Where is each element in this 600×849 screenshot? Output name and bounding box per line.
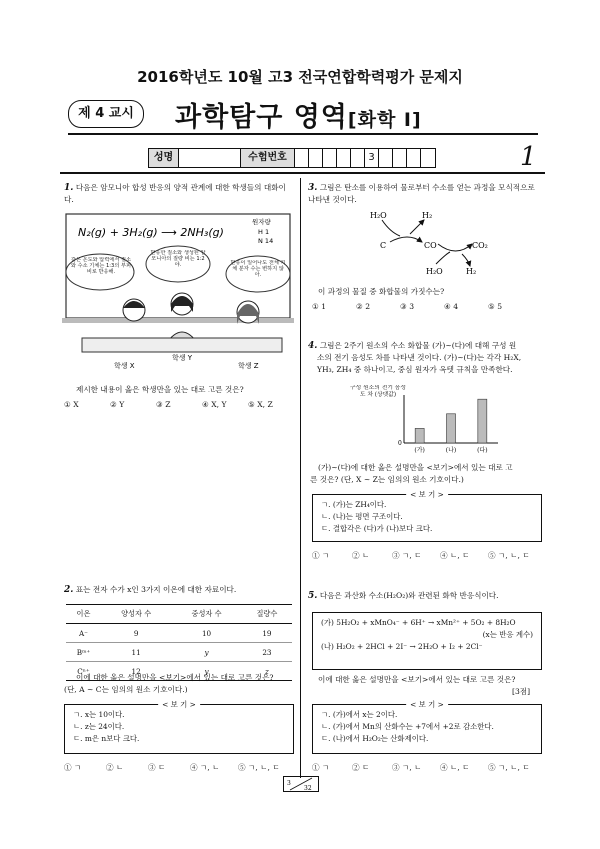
choice-5[interactable]: ⑤ ㄱ, ㄴ, ㄷ [238,763,280,772]
bogi-item: ㄷ. 결합각은 (다)가 (나)보다 크다. [321,524,433,533]
exam-number-cell[interactable] [407,149,421,167]
period-badge: 제 4 교시 [68,100,144,128]
arrow-h2o-in-2 [436,252,450,264]
q2-bogi-box [64,700,294,754]
board-note-title: 원자량 [252,218,271,226]
exam-title: 2016학년도 10월 고3 전국연합학력평가 문제지 [137,68,463,86]
x-tick-label: (다) [477,447,488,454]
exam-number-cell[interactable] [337,149,351,167]
board-note-h: H 1 [258,228,270,236]
bar-0 [415,428,424,443]
q5-number: 5. [308,591,318,601]
table-cell: Cⁿ⁺ [66,662,101,681]
bubble-z-text-box [230,260,286,290]
bubble-x-text-box [70,257,132,289]
name-bar [148,148,436,168]
choice-4[interactable]: ④ X, Y [202,400,227,409]
equation-2: (나) H₂O₂ + 2HCl + 2I⁻ → 2H₂O + I₂ + 2Cl⁻ [321,642,483,651]
table-cell: 12 [101,662,171,681]
table-row [66,643,292,662]
choice-1[interactable]: ① ㄱ [64,763,82,772]
page-footer [283,776,319,792]
bar-group [415,399,487,443]
equation-1-note: (x는 반응 계수) [482,630,533,639]
q4-bar-chart [350,385,510,457]
choice-1[interactable]: ① X [64,400,79,409]
bogi-item: ㄱ. (가)에서 x는 2이다. [321,710,398,719]
table-row [66,624,292,643]
choice-3[interactable]: ③ Z [156,400,171,409]
choice-4[interactable]: ④ ㄴ, ㄷ [440,551,470,560]
bogi-item: ㄷ. (나)에서 H₂O₂는 산화제이다. [321,734,429,743]
table-header: 양성자 수 [101,605,171,624]
q4-prompt-1: (가)~(다)에 대한 옳은 설명만을 <보기>에서 있는 대로 고 [318,463,513,472]
q2-stem [64,584,292,596]
choice-3[interactable]: ③ ㄱ, ㄴ [392,763,422,772]
q4-number: 4. [308,341,318,351]
x-tick-label: (나) [445,447,457,454]
header-rule [68,133,538,135]
table-cell: 23 [242,643,292,662]
subject-sub: [화학 Ⅰ] [347,109,422,131]
q1-stem [64,182,292,206]
q5-bogi-box [312,700,542,754]
bar-1 [447,414,456,443]
h2o-bot: H₂O [426,267,443,276]
q5-stem [308,590,540,602]
subject-title [175,95,422,134]
q4-choices [312,550,544,561]
table-cell: 11 [101,643,171,662]
exam-number-cell[interactable] [295,149,309,167]
choice-2[interactable]: ② Y [110,400,125,409]
q1-choices [64,400,294,409]
bar-2 [478,399,487,443]
exam-number-cell[interactable] [323,149,337,167]
choice-2[interactable]: ② ㄷ [352,763,370,772]
q4-prompt-2: 른 것은? (단, X ~ Z는 임의의 원소 기호이다.) [310,475,464,484]
bogi-item: ㄴ. (나)는 평면 구조이다. [321,512,403,521]
q1-illustration [62,210,294,375]
choice-5[interactable]: ⑤ ㄱ, ㄴ, ㄷ [488,763,530,772]
table-cell: 19 [242,624,292,643]
bubble-y-text: 반응한 질소와 생성된 암모니아의 질량 비는 1:2야. [150,250,206,269]
name-field[interactable] [179,149,241,167]
choice-3[interactable]: ③ ㄱ, ㄷ [392,551,422,560]
choice-1[interactable]: ① ㄱ [312,551,330,560]
board-equation: N₂(g) + 3H₂(g) ⟶ 2NH₃(g) [78,226,224,239]
footer-total: 32 [304,785,312,792]
bogi-label: < 보 기 > [406,699,448,711]
q3-stem [308,182,540,206]
student-y-label: 학생 Y [172,354,193,362]
exam-number-cell[interactable] [379,149,393,167]
q2-prompt-1: 이에 대한 옳은 설명만을 <보기>에서 있는 대로 고른 것은? [76,673,274,682]
arrow-c-co [390,237,422,242]
q5-points: [3점] [512,687,531,696]
board-note-n: N 14 [258,237,274,245]
q3-prompt: 이 과정의 물질 중 화합물의 가짓수는? [318,287,445,296]
x-tick-label: (가) [414,447,425,454]
table-cell: 10 [171,624,241,643]
arrow-h2-out [410,220,424,234]
bogi-item: ㄷ. m은 n보다 크다. [73,734,140,743]
column-divider [300,178,301,778]
student-z-label: 학생 Z [238,362,259,370]
footer-page: 3 [287,780,291,787]
choice-3[interactable]: ③ 3 [400,302,415,311]
exam-number-digit: 3 [365,149,379,167]
table-header-row [66,605,292,624]
choice-2[interactable]: ② ㄴ [352,551,370,560]
choice-2[interactable]: ② 2 [356,302,371,311]
q5-equation-box [312,612,542,670]
chart-ylabel: 구성 원소의 전기 음성도 차 (상댓값) [350,385,406,398]
table-header: 질량수 [242,605,292,624]
q4-bogi-box [312,490,542,542]
q2-text: 표는 전자 수가 x인 3가지 이온에 대한 자료이다. [75,585,237,594]
q5-prompt: 이에 대한 옳은 설명만을 <보기>에서 있는 대로 고른 것은? [318,675,516,684]
bogi-item: ㄴ. (가)에서 Mn의 산화수는 +7에서 +2로 감소한다. [321,722,494,731]
species-co: CO [424,241,437,250]
choice-5[interactable]: ⑤ X, Z [248,400,273,409]
bogi-item: ㄴ. z는 24이다. [73,722,125,731]
q3-number: 3. [308,183,318,193]
q3-text: 그림은 탄소를 이용하여 물로부터 수소를 얻는 과정을 모식적으로 나타낸 것이다. [308,183,535,204]
h2-top: H₂ [422,211,433,220]
bubble-z-text: 반응이 일어나도 전체 기체 분자 수는 변하지 않아. [230,260,286,279]
q2-prompt-2: (단, A ~ C는 임의의 원소 기호이다.) [64,685,188,694]
table-cell: y [171,662,241,681]
choice-4[interactable]: ④ ㄴ, ㄷ [440,763,470,772]
bogi-label: < 보 기 > [406,489,448,501]
table-cell: y [171,643,241,662]
x-tick-group [414,446,487,454]
q4-text-2: 소의 전기 음성도 차를 나타낸 것이다. (가)~(다)는 각각 H₂X, [317,353,522,362]
q3-diagram [360,208,500,278]
q4-stem [308,340,540,376]
choice-1[interactable]: ① ㄱ [312,763,330,772]
board-ledge [62,318,294,323]
bogi-label: < 보 기 > [158,699,200,711]
q4-text-1: 그림은 2주기 원소의 수소 화합물 (가)~(다)에 대해 구성 원 [319,341,517,350]
q2-number: 2. [64,585,74,595]
equation-1: (가) 5H₂O₂ + xMnO₄⁻ + 6H⁺ → xMn²⁺ + 5O₂ + 8H₂O [321,618,516,627]
exam-number-label: 수험번호 [241,149,295,167]
arrow-h2-out-2 [462,254,470,266]
bogi-item: ㄱ. (가)는 ZH₄이다. [321,500,387,509]
choice-5[interactable]: ⑤ 5 [488,302,503,311]
choice-1[interactable]: ① 1 [312,302,327,311]
q5-text: 다음은 과산화 수소(H₂O₂)와 관련된 화학 반응식이다. [319,591,499,600]
choice-4[interactable]: ④ 4 [444,302,459,311]
arrow-co-co2 [438,244,472,251]
exam-number-cell[interactable] [393,149,407,167]
q4-text-3: YH₃, ZH₄ 중 하나이고, 중심 원자가 옥텟 규칙을 만족한다. [317,365,513,374]
table-cell: Bᵐ⁺ [66,643,101,662]
q3-choices [312,302,542,311]
page-number: 1 [520,142,537,172]
bubble-y-text-box [150,250,206,280]
choice-5[interactable]: ⑤ ㄱ, ㄴ, ㄷ [488,551,530,560]
bubble-x-text: 같은 온도와 압력에서 질소와 수소 기체는 1:3의 부피 비로 반응해. [70,257,132,276]
table-cell: z [242,662,292,681]
top-rule [60,172,545,174]
desk [82,338,282,352]
bogi-item: ㄱ. x는 10이다. [73,710,125,719]
exam-number-cell[interactable] [309,149,323,167]
choice-3[interactable]: ③ ㄷ [148,763,166,772]
q1-number: 1. [64,183,74,193]
table-header: 중성자 수 [171,605,241,624]
table-cell: A⁻ [66,624,101,643]
q5-choices [312,762,544,773]
exam-number-cell[interactable] [421,149,435,167]
table-cell: 9 [101,624,171,643]
choice-4[interactable]: ④ ㄱ, ㄴ [190,763,220,772]
arrow-h2o-in [382,220,400,236]
q1-prompt: 제시한 내용이 옳은 학생만을 있는 대로 고른 것은? [76,385,244,394]
choice-2[interactable]: ② ㄴ [106,763,124,772]
exam-number-cell[interactable] [351,149,365,167]
origin-label: 0 [398,440,402,447]
table-header: 이온 [66,605,101,624]
student-x-label: 학생 X [114,362,135,370]
q1-text: 다음은 암모니아 합성 반응의 양적 관계에 대한 학생들의 대화이다. [64,183,286,204]
h2-bot: H₂ [466,267,477,276]
name-label: 성명 [149,149,179,167]
chart-ylabel-box [350,385,406,417]
h2o-top: H₂O [370,211,387,220]
q2-choices [64,762,294,773]
q2-table [66,604,292,681]
species-c: C [380,241,387,250]
species-co2: CO₂ [472,241,488,250]
subject-main: 과학탐구 영역 [175,102,348,133]
